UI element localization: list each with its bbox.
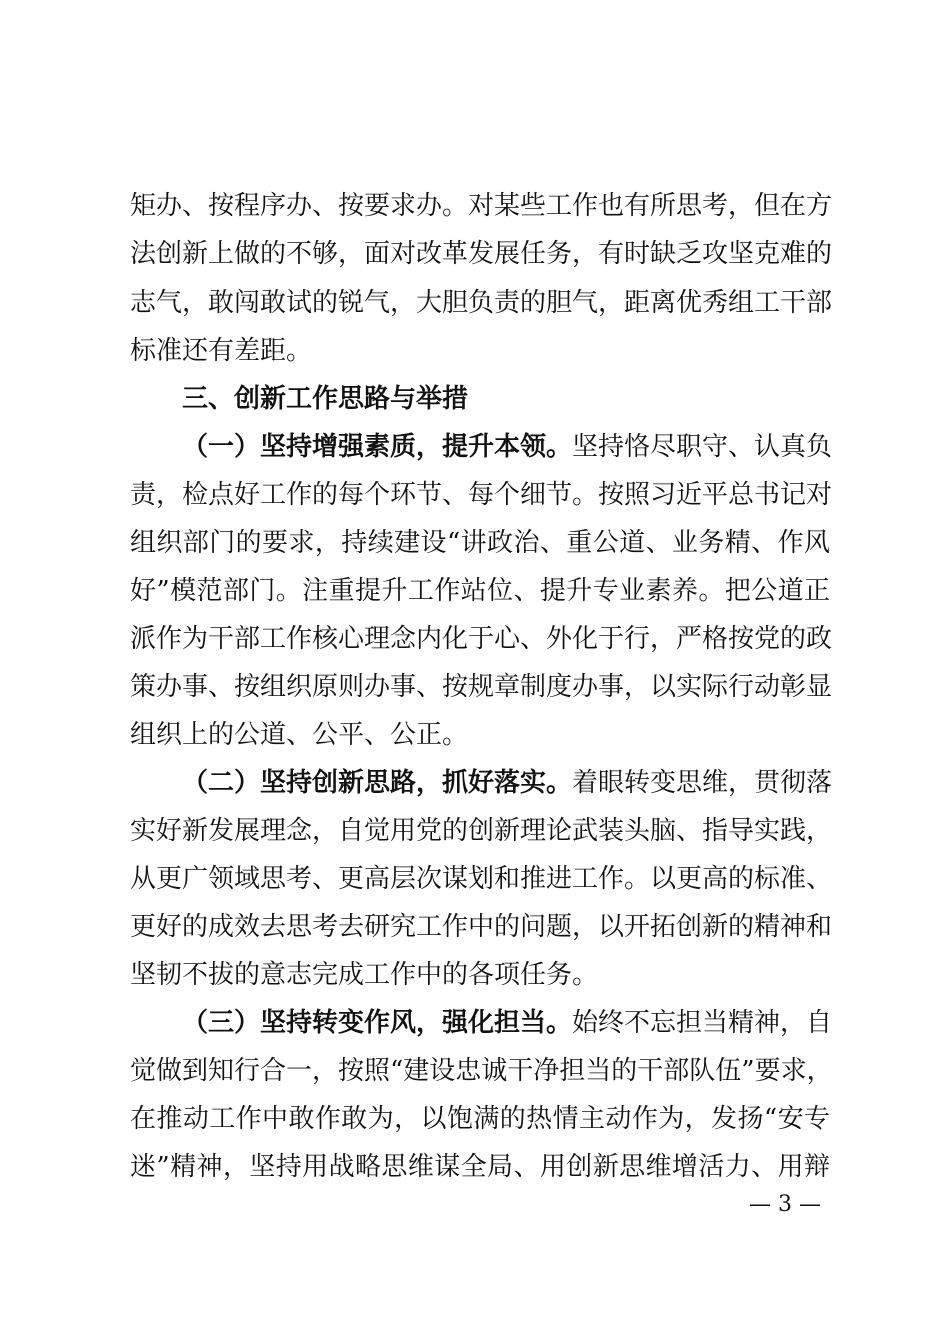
- body-text-line: 觉做到知行合一，按照“建设忠诚干净担当的干部队伍”要求，: [130, 1056, 833, 1086]
- paragraph-text: 着眼转变思维，贯彻落: [572, 768, 833, 798]
- body-text-line: 法创新上做的不够，面对改革发展任务，有时缺乏攻坚克难的: [130, 239, 833, 269]
- body-text-line: 更好的成效去思考去研究工作中的问题，以开拓创新的精神和: [130, 912, 833, 942]
- body-text-line: 实好新发展理念，自觉用党的创新理论武装头脑、指导实践，: [130, 816, 833, 846]
- paragraph-lead: （一）坚持增强素质，提升本领。: [182, 432, 573, 462]
- paragraph-first-line: [182, 427, 833, 467]
- body-text-line: 责，检点好工作的每个环节、每个细节。按照习近平总书记对: [130, 480, 833, 510]
- page-number: — 3 —: [749, 1192, 821, 1217]
- body-text-line: 派作为干部工作核心理念内化于心、外化于行，严格按党的政: [130, 624, 833, 654]
- paragraph-first-line: [182, 763, 833, 803]
- paragraph-lead: （二）坚持创新思路，抓好落实。: [182, 768, 573, 798]
- body-text-line: 标准还有差距。: [130, 336, 313, 366]
- body-text-line: 坚韧不拔的意志完成工作中的各项任务。: [130, 960, 599, 990]
- body-text-line: 组织部门的要求，持续建设“讲政治、重公道、业务精、作风: [130, 528, 830, 558]
- body-text-line: 组织上的公道、公平、公正。: [130, 720, 469, 750]
- body-text-line: 在推动工作中敢作敢为，以饱满的热情主动作为，发扬“安专: [130, 1104, 830, 1134]
- body-text-line: 策办事、按组织原则办事、按规章制度办事，以实际行动彰显: [130, 672, 833, 702]
- body-text-line: 迷”精神，坚持用战略思维谋全局、用创新思维增活力、用辩: [130, 1152, 830, 1182]
- paragraph-text: 坚持恪尽职守、认真负: [572, 432, 833, 462]
- paragraph-lead: （三）坚持转变作风，强化担当。: [182, 1008, 573, 1038]
- body-text-line: 从更广领域思考、更高层次谋划和推进工作。以更高的标准、: [130, 864, 833, 894]
- paragraph-first-line: [182, 1003, 833, 1043]
- body-text-line: 志气，敢闯敢试的锐气，大胆负责的胆气，距离优秀组工干部: [130, 288, 833, 318]
- body-text-line: 好”模范部门。注重提升工作站位、提升专业素养。把公道正: [130, 576, 830, 606]
- body-text-line: 矩办、按程序办、按要求办。对某些工作也有所思考，但在方: [130, 191, 833, 221]
- section-heading: 三、创新工作思路与举措: [182, 384, 469, 414]
- paragraph-text: 始终不忘担当精神，自: [572, 1008, 833, 1038]
